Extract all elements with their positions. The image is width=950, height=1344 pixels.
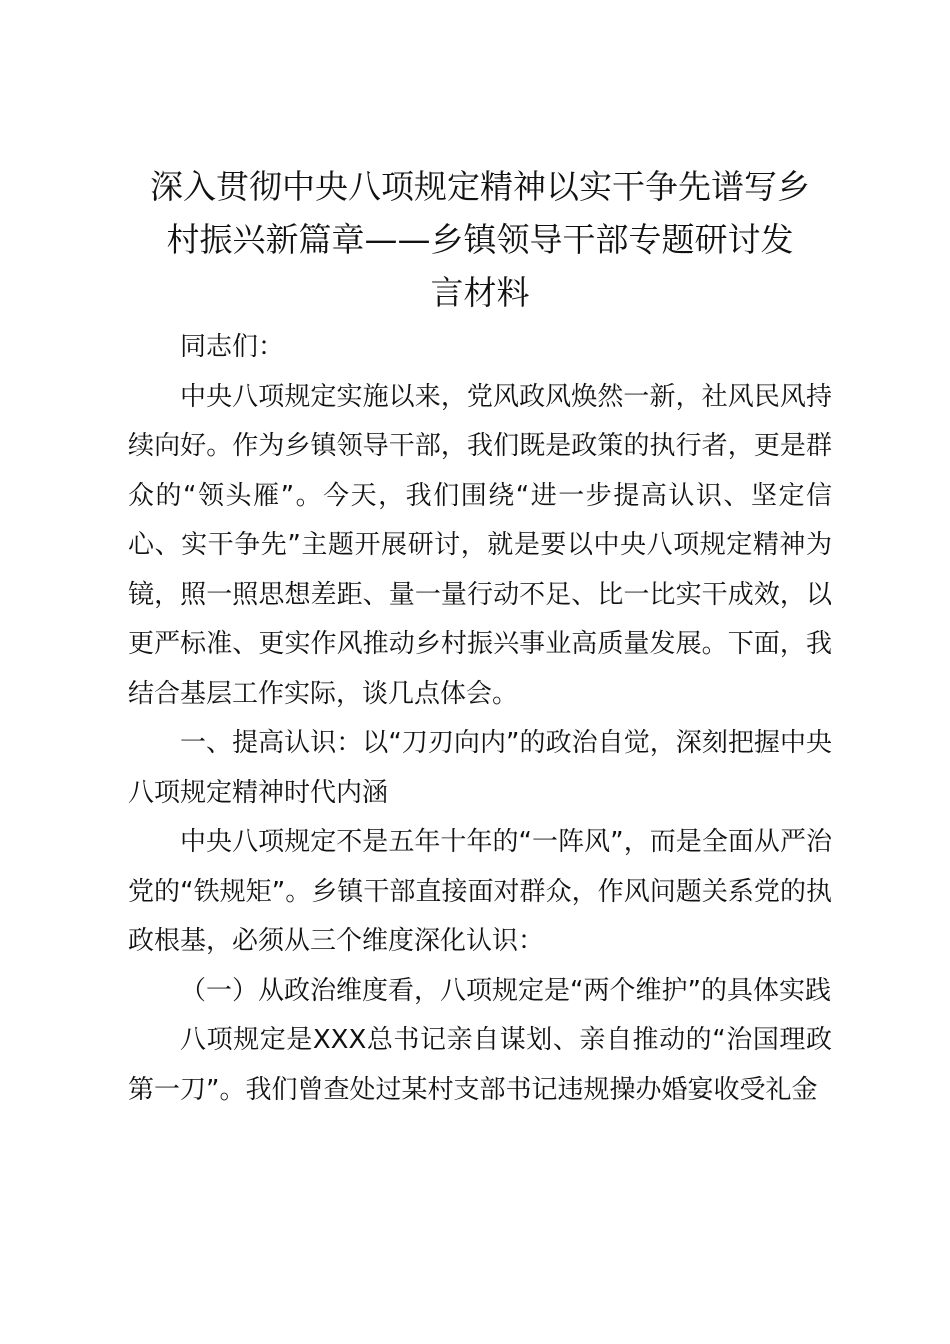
document-title [128, 160, 832, 319]
title-line-3: 言材料 [430, 273, 530, 312]
body-paragraph: 八项规定是XXX总书记亲自谋划、亲自推动的“治国理政第一刀”。我们曾查处过某村支部书记违规操办婚宴收受礼金 [128, 1025, 832, 1105]
section-heading-1: 一、提高认识：以“刀刃向内”的政治自觉，深刻把握中央八项规定精神时代内涵 [128, 728, 832, 808]
subsection-heading-1: （一）从政治维度看，八项规定是“两个维护”的具体实践 [180, 975, 831, 1006]
body-paragraph: 中央八项规定不是五年十年的“一阵风”，而是全面从严治党的“铁规矩”。乡镇干部直接面对群众，作风问题关系党的执政根基，必须从三个维度深化认识： [128, 827, 832, 956]
title-line-2: 村振兴新篇章——乡镇领导干部专题研讨发 [166, 220, 794, 259]
salutation: 同志们： [180, 332, 285, 362]
intro-paragraph: 中央八项规定实施以来，党风政风焕然一新，社风民风持续向好。作为乡镇领导干部，我们既是政策的执行者，更是群众的“领头雁”。今天，我们围绕“进一步提高认识、坚定信心、实干争先”主题开展研讨，就是要以中央八项规定精神为镜，照一照思想差距、量一量行动不足、比一比实干成效，以更严标准、更实作风推动乡村振兴事业高质量发展。下面，我结合基层工作实际，谈几点体会。 [128, 381, 832, 709]
document-page [128, 160, 832, 1115]
title-line-1: 深入贯彻中央八项规定精神以实干争先谱写乡 [150, 167, 810, 206]
